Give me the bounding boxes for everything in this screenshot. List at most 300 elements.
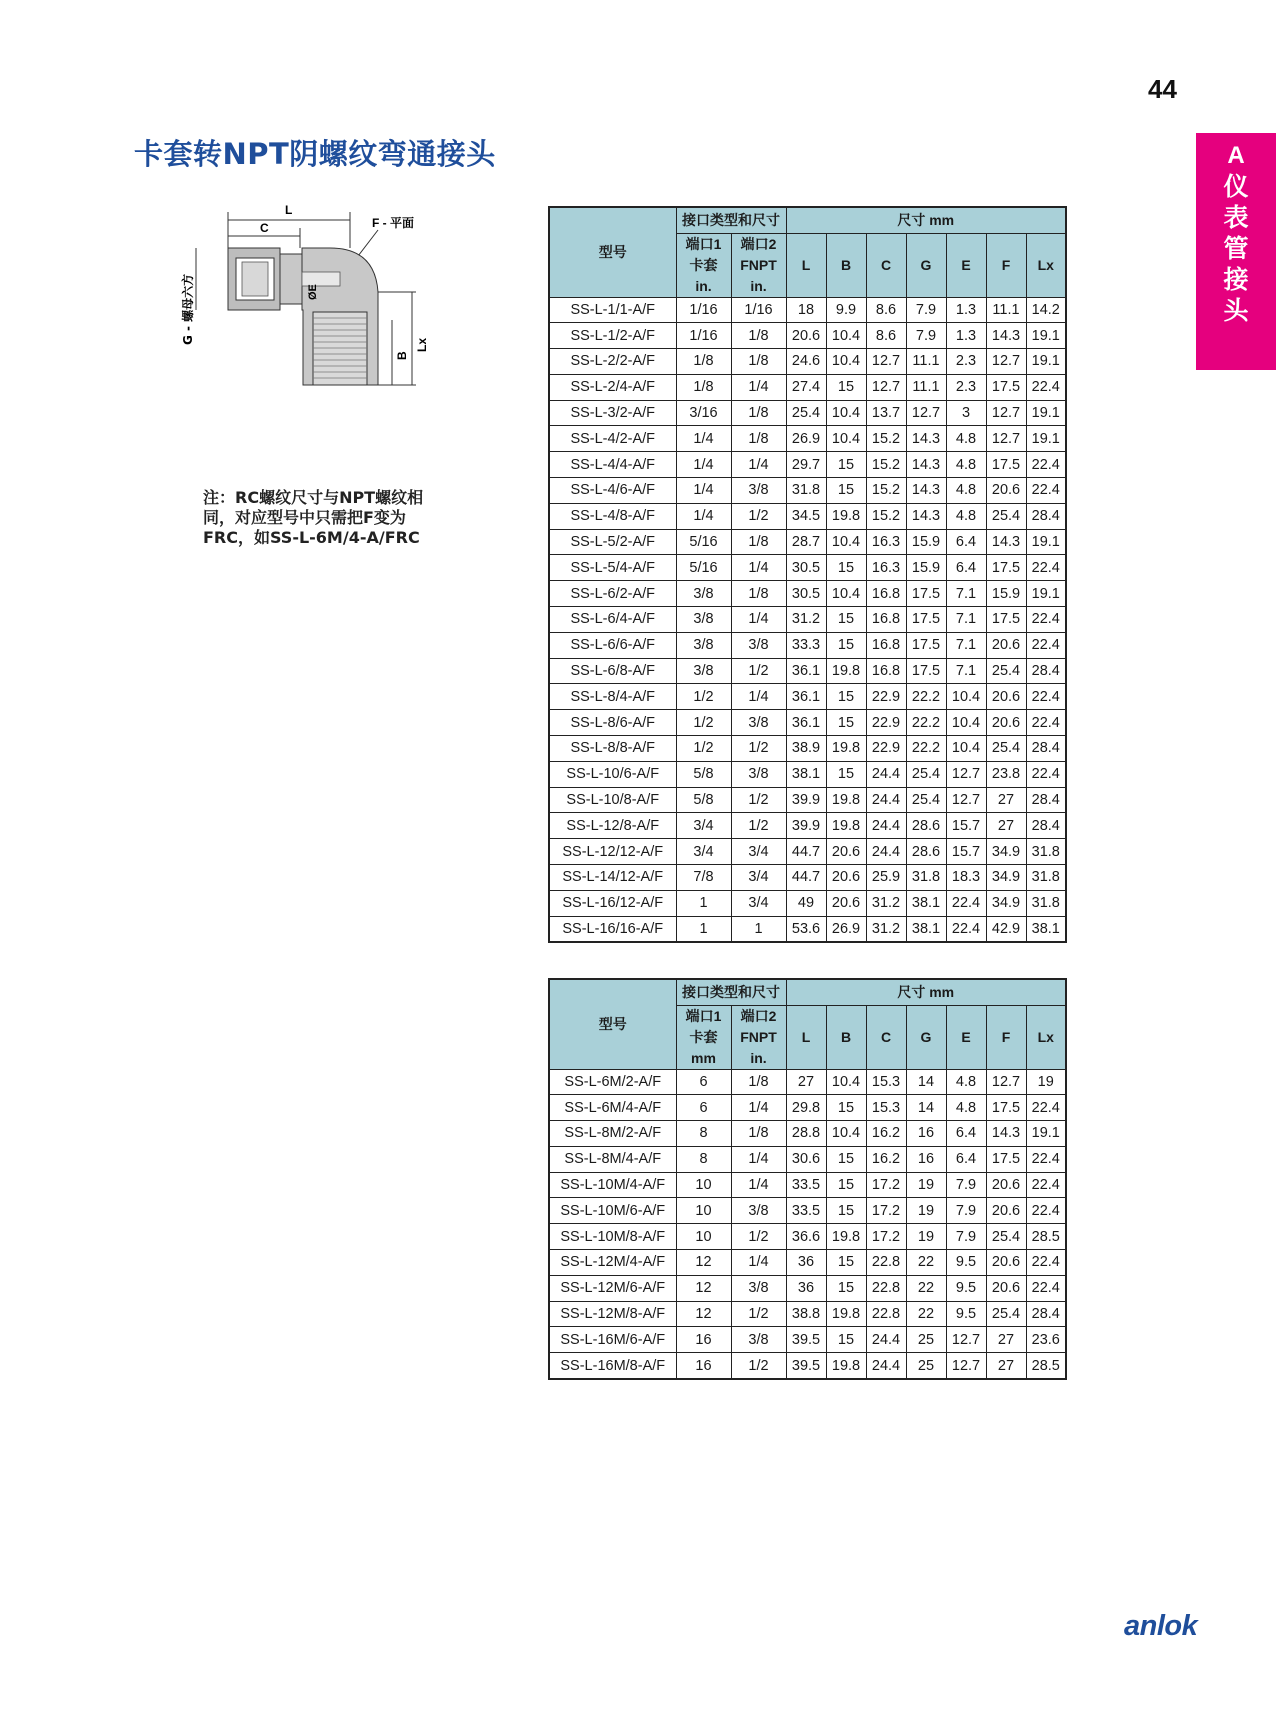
cell-dim-F: 17.5 xyxy=(986,1095,1026,1121)
header-port2-line1: 端口2 xyxy=(740,235,777,252)
cell-dim-E: 6.4 xyxy=(946,1121,986,1147)
cell-port2: 1/8 xyxy=(731,400,786,426)
cell-port2: 1/4 xyxy=(731,1250,786,1276)
cell-dim-B: 10.4 xyxy=(826,323,866,349)
header-port2-line1: 端口2 xyxy=(740,1007,777,1024)
cell-port2: 3/8 xyxy=(731,1275,786,1301)
cell-dim-L: 44.7 xyxy=(786,839,826,865)
cell-dim-C: 22.9 xyxy=(866,710,906,736)
cell-dim-G: 14.3 xyxy=(906,426,946,452)
cell-dim-E: 9.5 xyxy=(946,1250,986,1276)
cell-dim-E: 7.9 xyxy=(946,1224,986,1250)
cell-model: SS-L-6/8-A/F xyxy=(549,658,676,684)
cell-dim-C: 15.3 xyxy=(866,1095,906,1121)
header-dim-C: C xyxy=(866,1005,906,1069)
cell-model: SS-L-6/6-A/F xyxy=(549,632,676,658)
cell-dim-G: 22 xyxy=(906,1301,946,1327)
cell-dim-B: 19.8 xyxy=(826,736,866,762)
cell-dim-G: 22.2 xyxy=(906,710,946,736)
cell-port2: 3/8 xyxy=(731,632,786,658)
dim-label-E: ØE xyxy=(307,284,319,300)
header-dim-E: E xyxy=(946,233,986,297)
cell-dim-F: 14.3 xyxy=(986,529,1026,555)
cell-dim-L: 29.7 xyxy=(786,452,826,478)
table-row xyxy=(549,503,1066,529)
header-dim-G: G xyxy=(906,233,946,297)
cell-port2: 1/2 xyxy=(731,503,786,529)
cell-port1: 8 xyxy=(676,1146,731,1172)
fitting-diagram xyxy=(180,200,460,405)
table-row xyxy=(549,1353,1066,1379)
cell-port1: 3/16 xyxy=(676,400,731,426)
cell-dim-Lx: 31.8 xyxy=(1026,839,1066,865)
cell-dim-E: 7.1 xyxy=(946,581,986,607)
cell-dim-B: 15 xyxy=(826,684,866,710)
cell-dim-C: 22.8 xyxy=(866,1301,906,1327)
section-label: 仪表管接头 xyxy=(1223,172,1249,325)
cell-dim-Lx: 22.4 xyxy=(1026,478,1066,504)
cell-dim-Lx: 22.4 xyxy=(1026,710,1066,736)
cell-dim-Lx: 28.4 xyxy=(1026,658,1066,684)
cell-dim-L: 38.1 xyxy=(786,761,826,787)
cell-dim-Lx: 14.2 xyxy=(1026,297,1066,323)
cell-dim-L: 36.1 xyxy=(786,710,826,736)
cell-dim-E: 2.3 xyxy=(946,374,986,400)
cell-dim-B: 10.4 xyxy=(826,426,866,452)
cell-port1: 12 xyxy=(676,1275,731,1301)
cell-dim-E: 15.7 xyxy=(946,813,986,839)
cell-model: SS-L-4/2-A/F xyxy=(549,426,676,452)
cell-dim-F: 27 xyxy=(986,787,1026,813)
cell-port1: 10 xyxy=(676,1198,731,1224)
header-port1-line3: in. xyxy=(695,277,712,294)
table-row xyxy=(549,761,1066,787)
header-model: 型号 xyxy=(549,207,676,297)
cell-dim-Lx: 22.4 xyxy=(1026,632,1066,658)
header-port1-line1: 端口1 xyxy=(685,235,722,252)
cell-dim-Lx: 22.4 xyxy=(1026,1095,1066,1121)
header-port-group: 接口类型和尺寸 xyxy=(676,207,786,233)
cell-dim-F: 20.6 xyxy=(986,1198,1026,1224)
cell-port2: 1/8 xyxy=(731,529,786,555)
cell-model: SS-L-16M/6-A/F xyxy=(549,1327,676,1353)
cell-dim-C: 22.8 xyxy=(866,1250,906,1276)
cell-port2: 3/4 xyxy=(731,865,786,891)
header-dim-L: L xyxy=(786,1005,826,1069)
table-row xyxy=(549,1198,1066,1224)
cell-dim-B: 19.8 xyxy=(826,787,866,813)
table-row xyxy=(549,839,1066,865)
table-row xyxy=(549,684,1066,710)
section-tab[interactable] xyxy=(1196,133,1276,370)
cell-port2: 1/8 xyxy=(731,323,786,349)
cell-dim-B: 15 xyxy=(826,1250,866,1276)
cell-dim-E: 9.5 xyxy=(946,1275,986,1301)
cell-dim-E: 4.8 xyxy=(946,503,986,529)
cell-model: SS-L-14/12-A/F xyxy=(549,865,676,891)
header-port1 xyxy=(676,233,731,297)
cell-dim-L: 24.6 xyxy=(786,349,826,375)
cell-dim-F: 12.7 xyxy=(986,349,1026,375)
cell-port2: 1/2 xyxy=(731,658,786,684)
cell-dim-F: 17.5 xyxy=(986,1146,1026,1172)
cell-model: SS-L-2/2-A/F xyxy=(549,349,676,375)
cell-dim-C: 12.7 xyxy=(866,374,906,400)
cell-dim-L: 49 xyxy=(786,890,826,916)
cell-port1: 1/8 xyxy=(676,374,731,400)
cell-dim-L: 29.8 xyxy=(786,1095,826,1121)
cell-dim-F: 17.5 xyxy=(986,452,1026,478)
cell-dim-F: 27 xyxy=(986,813,1026,839)
cell-dim-B: 15 xyxy=(826,1327,866,1353)
cell-dim-L: 36.1 xyxy=(786,658,826,684)
cell-dim-F: 25.4 xyxy=(986,503,1026,529)
cell-port2: 3/8 xyxy=(731,478,786,504)
cell-dim-B: 15 xyxy=(826,1146,866,1172)
cell-dim-Lx: 22.4 xyxy=(1026,761,1066,787)
cell-port1: 3/4 xyxy=(676,813,731,839)
cell-dim-F: 25.4 xyxy=(986,736,1026,762)
rc-thread-note: 注：RC螺纹尺寸与NPT螺纹相同，对应型号中只需把F变为FRC，如SS-L-6M/4-A/FRC xyxy=(203,488,424,547)
brand-logo: anlok xyxy=(1124,1610,1198,1642)
cell-dim-B: 10.4 xyxy=(826,529,866,555)
cell-dim-C: 16.8 xyxy=(866,607,906,633)
cell-dim-F: 20.6 xyxy=(986,684,1026,710)
table-row xyxy=(549,1069,1066,1095)
cell-model: SS-L-10M/6-A/F xyxy=(549,1198,676,1224)
cell-port2: 1/8 xyxy=(731,1121,786,1147)
header-dim-Lx: Lx xyxy=(1026,233,1066,297)
cell-dim-F: 20.6 xyxy=(986,1275,1026,1301)
cell-dim-B: 15 xyxy=(826,478,866,504)
cell-dim-Lx: 22.4 xyxy=(1026,374,1066,400)
cell-port2: 1/4 xyxy=(731,374,786,400)
cell-dim-F: 34.9 xyxy=(986,839,1026,865)
header-port2 xyxy=(731,233,786,297)
cell-dim-C: 15.2 xyxy=(866,426,906,452)
cell-dim-Lx: 28.4 xyxy=(1026,787,1066,813)
cell-port2: 1/2 xyxy=(731,813,786,839)
cell-dim-E: 10.4 xyxy=(946,684,986,710)
cell-dim-F: 27 xyxy=(986,1353,1026,1379)
dim-label-B: B xyxy=(395,351,409,360)
table-row xyxy=(549,1146,1066,1172)
cell-dim-F: 25.4 xyxy=(986,1301,1026,1327)
header-dim-B: B xyxy=(826,233,866,297)
cell-dim-C: 22.9 xyxy=(866,684,906,710)
cell-dim-B: 15 xyxy=(826,1198,866,1224)
cell-dim-L: 27.4 xyxy=(786,374,826,400)
cell-dim-F: 17.5 xyxy=(986,374,1026,400)
cell-port2: 3/8 xyxy=(731,1327,786,1353)
section-letter: A xyxy=(1227,142,1245,169)
cell-dim-Lx: 28.4 xyxy=(1026,813,1066,839)
cell-dim-G: 14.3 xyxy=(906,503,946,529)
cell-port1: 7/8 xyxy=(676,865,731,891)
cell-dim-C: 16.2 xyxy=(866,1121,906,1147)
cell-port2: 3/8 xyxy=(731,1198,786,1224)
header-port1-line2: 卡套 xyxy=(689,256,718,273)
cell-port2: 3/8 xyxy=(731,710,786,736)
cell-dim-F: 27 xyxy=(986,1327,1026,1353)
cell-dim-Lx: 19.1 xyxy=(1026,529,1066,555)
cell-dim-F: 20.6 xyxy=(986,632,1026,658)
cell-dim-Lx: 22.4 xyxy=(1026,1275,1066,1301)
cell-dim-C: 17.2 xyxy=(866,1224,906,1250)
cell-model: SS-L-5/4-A/F xyxy=(549,555,676,581)
cell-dim-E: 10.4 xyxy=(946,736,986,762)
table-row xyxy=(549,736,1066,762)
cell-model: SS-L-1/1-A/F xyxy=(549,297,676,323)
cell-model: SS-L-10M/4-A/F xyxy=(549,1172,676,1198)
cell-port1: 12 xyxy=(676,1301,731,1327)
cell-dim-G: 25.4 xyxy=(906,761,946,787)
cell-dim-Lx: 31.8 xyxy=(1026,890,1066,916)
cell-dim-L: 30.6 xyxy=(786,1146,826,1172)
cell-model: SS-L-1/2-A/F xyxy=(549,323,676,349)
cell-model: SS-L-6/4-A/F xyxy=(549,607,676,633)
table-row xyxy=(549,1095,1066,1121)
cell-port1: 1/16 xyxy=(676,297,731,323)
cell-dim-B: 20.6 xyxy=(826,890,866,916)
cell-port1: 3/8 xyxy=(676,658,731,684)
table-row xyxy=(549,1327,1066,1353)
cell-dim-G: 12.7 xyxy=(906,400,946,426)
cell-dim-L: 44.7 xyxy=(786,865,826,891)
cell-dim-E: 7.1 xyxy=(946,658,986,684)
cell-dim-F: 42.9 xyxy=(986,916,1026,942)
cell-dim-F: 34.9 xyxy=(986,890,1026,916)
cell-dim-G: 14.3 xyxy=(906,452,946,478)
cell-dim-C: 16.8 xyxy=(866,632,906,658)
header-port1-line1: 端口1 xyxy=(685,1007,722,1024)
cell-port1: 5/16 xyxy=(676,555,731,581)
cell-dim-F: 12.7 xyxy=(986,1069,1026,1095)
cell-dim-B: 15 xyxy=(826,555,866,581)
cell-dim-E: 4.8 xyxy=(946,452,986,478)
cell-model: SS-L-8M/4-A/F xyxy=(549,1146,676,1172)
cell-dim-L: 20.6 xyxy=(786,323,826,349)
cell-model: SS-L-8M/2-A/F xyxy=(549,1121,676,1147)
cell-dim-B: 15 xyxy=(826,1095,866,1121)
cell-dim-F: 11.1 xyxy=(986,297,1026,323)
cell-dim-E: 12.7 xyxy=(946,1353,986,1379)
header-dim-group: 尺寸 mm xyxy=(786,979,1066,1005)
cell-dim-E: 10.4 xyxy=(946,710,986,736)
cell-port1: 1 xyxy=(676,916,731,942)
cell-dim-E: 9.5 xyxy=(946,1301,986,1327)
cell-port1: 5/16 xyxy=(676,529,731,555)
cell-dim-E: 4.8 xyxy=(946,426,986,452)
cell-dim-F: 20.6 xyxy=(986,478,1026,504)
cell-dim-L: 33.5 xyxy=(786,1198,826,1224)
cell-dim-F: 20.6 xyxy=(986,710,1026,736)
cell-dim-L: 39.9 xyxy=(786,813,826,839)
header-port2-line3: in. xyxy=(750,277,767,294)
cell-port2: 1/2 xyxy=(731,1224,786,1250)
dim-label-L: L xyxy=(285,203,293,217)
cell-model: SS-L-16/16-A/F xyxy=(549,916,676,942)
cell-port1: 1/4 xyxy=(676,478,731,504)
cell-model: SS-L-3/2-A/F xyxy=(549,400,676,426)
header-port2-line2: FNPT xyxy=(740,256,777,273)
cell-dim-C: 24.4 xyxy=(866,761,906,787)
cell-port2: 1/4 xyxy=(731,1095,786,1121)
cell-dim-G: 22 xyxy=(906,1275,946,1301)
cell-dim-B: 9.9 xyxy=(826,297,866,323)
table-metric-body xyxy=(549,1069,1066,1379)
cell-dim-C: 24.4 xyxy=(866,1327,906,1353)
table-row xyxy=(549,813,1066,839)
cell-dim-C: 22.8 xyxy=(866,1275,906,1301)
cell-dim-L: 53.6 xyxy=(786,916,826,942)
cell-dim-E: 22.4 xyxy=(946,916,986,942)
cell-port2: 1/2 xyxy=(731,787,786,813)
cell-dim-G: 28.6 xyxy=(906,839,946,865)
header-dim-C: C xyxy=(866,233,906,297)
page-number: 44 xyxy=(1148,74,1177,104)
cell-dim-B: 10.4 xyxy=(826,400,866,426)
cell-port1: 1/4 xyxy=(676,426,731,452)
cell-model: SS-L-16/12-A/F xyxy=(549,890,676,916)
cell-dim-F: 17.5 xyxy=(986,607,1026,633)
cell-dim-B: 19.8 xyxy=(826,1353,866,1379)
cell-model: SS-L-16M/8-A/F xyxy=(549,1353,676,1379)
cell-dim-G: 17.5 xyxy=(906,658,946,684)
cell-dim-G: 25 xyxy=(906,1353,946,1379)
cell-dim-E: 3 xyxy=(946,400,986,426)
cell-dim-G: 28.6 xyxy=(906,813,946,839)
cell-dim-L: 33.3 xyxy=(786,632,826,658)
cell-dim-B: 10.4 xyxy=(826,1121,866,1147)
cell-dim-E: 6.4 xyxy=(946,1146,986,1172)
cell-port1: 1/4 xyxy=(676,503,731,529)
cell-port2: 1/2 xyxy=(731,1301,786,1327)
cell-model: SS-L-12M/8-A/F xyxy=(549,1301,676,1327)
cell-dim-E: 4.8 xyxy=(946,1095,986,1121)
cell-port2: 1/8 xyxy=(731,1069,786,1095)
cell-model: SS-L-12M/6-A/F xyxy=(549,1275,676,1301)
cell-dim-G: 38.1 xyxy=(906,916,946,942)
table-row xyxy=(549,529,1066,555)
cell-dim-C: 15.3 xyxy=(866,1069,906,1095)
cell-dim-G: 19 xyxy=(906,1172,946,1198)
table-row xyxy=(549,349,1066,375)
cell-model: SS-L-8/6-A/F xyxy=(549,710,676,736)
table-row xyxy=(549,607,1066,633)
cell-dim-L: 26.9 xyxy=(786,426,826,452)
cell-dim-L: 31.8 xyxy=(786,478,826,504)
cell-dim-E: 18.3 xyxy=(946,865,986,891)
cell-dim-C: 17.2 xyxy=(866,1198,906,1224)
cell-dim-Lx: 22.4 xyxy=(1026,555,1066,581)
cell-model: SS-L-12M/4-A/F xyxy=(549,1250,676,1276)
table-row xyxy=(549,787,1066,813)
cell-dim-Lx: 23.6 xyxy=(1026,1327,1066,1353)
cell-dim-Lx: 19 xyxy=(1026,1069,1066,1095)
cell-dim-Lx: 28.4 xyxy=(1026,503,1066,529)
cell-port1: 1/2 xyxy=(676,736,731,762)
cell-dim-E: 22.4 xyxy=(946,890,986,916)
cell-port1: 1/8 xyxy=(676,349,731,375)
cell-dim-C: 16.3 xyxy=(866,529,906,555)
table-row xyxy=(549,1301,1066,1327)
cell-dim-L: 36.1 xyxy=(786,684,826,710)
table-row xyxy=(549,1250,1066,1276)
cell-dim-B: 19.8 xyxy=(826,503,866,529)
cell-dim-B: 26.9 xyxy=(826,916,866,942)
cell-dim-G: 17.5 xyxy=(906,632,946,658)
cell-dim-L: 36 xyxy=(786,1250,826,1276)
cell-model: SS-L-4/6-A/F xyxy=(549,478,676,504)
cell-port2: 1/16 xyxy=(731,297,786,323)
cell-dim-B: 20.6 xyxy=(826,839,866,865)
cell-dim-G: 25.4 xyxy=(906,787,946,813)
cell-model: SS-L-6M/2-A/F xyxy=(549,1069,676,1095)
cell-dim-Lx: 38.1 xyxy=(1026,916,1066,942)
cell-dim-C: 13.7 xyxy=(866,400,906,426)
dim-label-C: C xyxy=(260,221,269,235)
cell-dim-B: 10.4 xyxy=(826,1069,866,1095)
cell-model: SS-L-8/4-A/F xyxy=(549,684,676,710)
cell-dim-Lx: 28.5 xyxy=(1026,1224,1066,1250)
cell-port2: 1/8 xyxy=(731,426,786,452)
cell-dim-C: 12.7 xyxy=(866,349,906,375)
table-row xyxy=(549,916,1066,942)
cell-port1: 3/8 xyxy=(676,607,731,633)
cell-dim-B: 10.4 xyxy=(826,581,866,607)
cell-dim-L: 34.5 xyxy=(786,503,826,529)
header-dim-G: G xyxy=(906,1005,946,1069)
cell-dim-E: 7.1 xyxy=(946,607,986,633)
cell-dim-G: 19 xyxy=(906,1224,946,1250)
cell-dim-L: 31.2 xyxy=(786,607,826,633)
cell-dim-B: 20.6 xyxy=(826,865,866,891)
cell-model: SS-L-10/6-A/F xyxy=(549,761,676,787)
cell-dim-L: 38.8 xyxy=(786,1301,826,1327)
table-row xyxy=(549,1121,1066,1147)
table-row xyxy=(549,1224,1066,1250)
cell-dim-C: 16.8 xyxy=(866,581,906,607)
cell-dim-E: 1.3 xyxy=(946,323,986,349)
header-dim-F: F xyxy=(986,1005,1026,1069)
cell-model: SS-L-6/2-A/F xyxy=(549,581,676,607)
cell-dim-G: 14 xyxy=(906,1095,946,1121)
cell-model: SS-L-6M/4-A/F xyxy=(549,1095,676,1121)
header-dim-F: F xyxy=(986,233,1026,297)
cell-dim-Lx: 28.5 xyxy=(1026,1353,1066,1379)
cell-dim-B: 19.8 xyxy=(826,1301,866,1327)
cell-dim-F: 14.3 xyxy=(986,323,1026,349)
header-model: 型号 xyxy=(549,979,676,1069)
cell-dim-G: 14 xyxy=(906,1069,946,1095)
cell-dim-B: 15 xyxy=(826,1172,866,1198)
cell-dim-C: 25.9 xyxy=(866,865,906,891)
cell-port2: 3/4 xyxy=(731,839,786,865)
cell-dim-Lx: 19.1 xyxy=(1026,323,1066,349)
cell-dim-Lx: 22.4 xyxy=(1026,684,1066,710)
cell-model: SS-L-8/8-A/F xyxy=(549,736,676,762)
cell-port1: 16 xyxy=(676,1353,731,1379)
table-row xyxy=(549,865,1066,891)
header-dim-group: 尺寸 mm xyxy=(786,207,1066,233)
cell-port1: 1/4 xyxy=(676,452,731,478)
cell-dim-Lx: 22.4 xyxy=(1026,1146,1066,1172)
cell-dim-E: 7.1 xyxy=(946,632,986,658)
cell-dim-E: 12.7 xyxy=(946,761,986,787)
cell-dim-F: 34.9 xyxy=(986,865,1026,891)
cell-dim-E: 12.7 xyxy=(946,1327,986,1353)
